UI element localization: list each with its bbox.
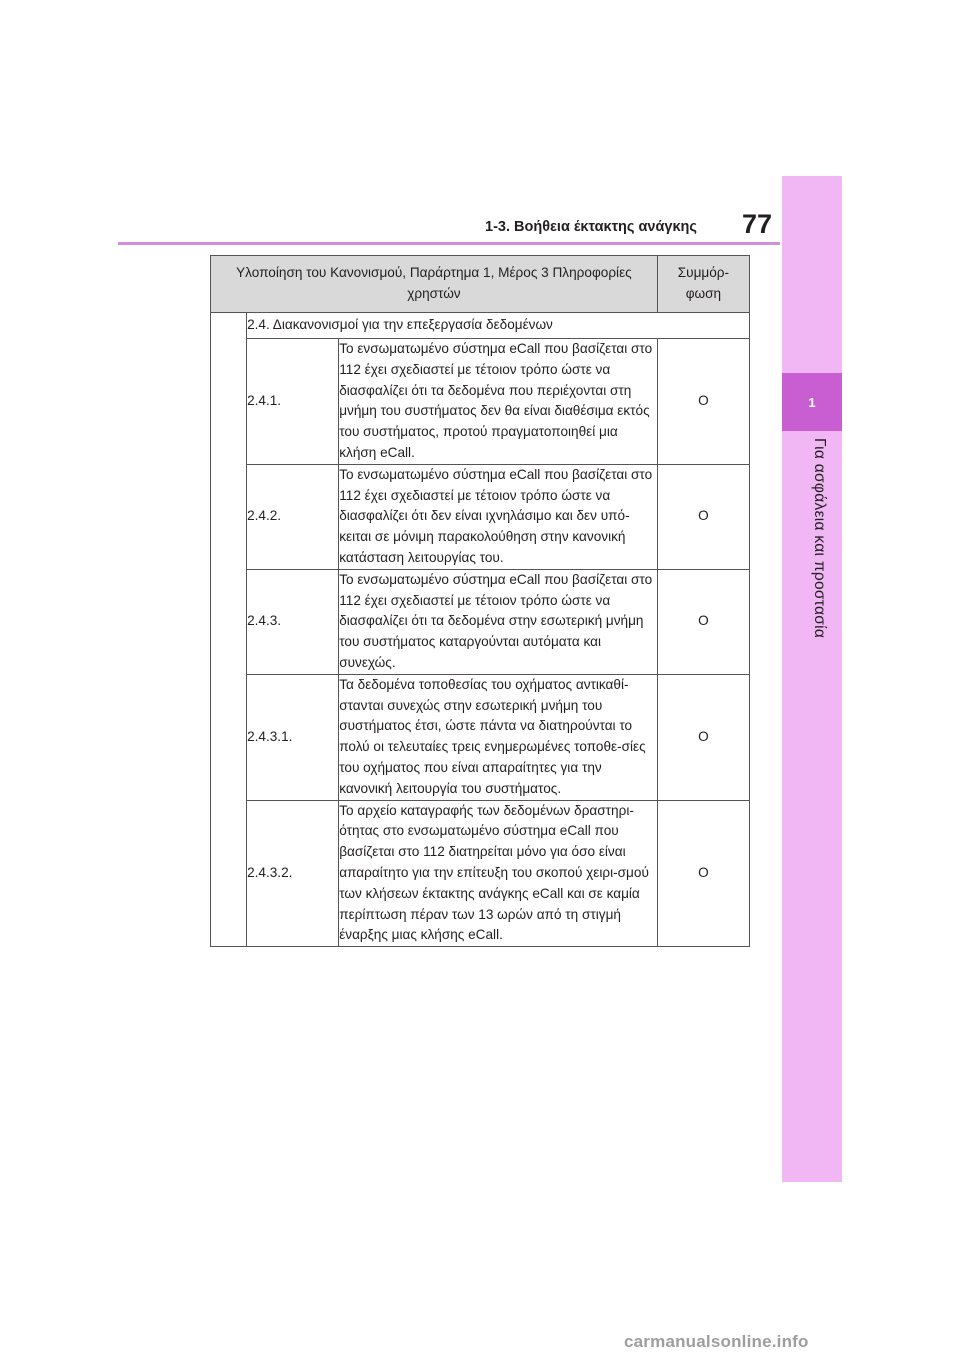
table-row <box>211 569 750 674</box>
row-compliance: O <box>657 339 749 465</box>
table-header-row <box>211 256 750 313</box>
table-row <box>211 464 750 569</box>
row-description: Τα δεδομένα τοποθεσίας του οχήματος αντικαθί-στανται συνεχώς στην εσωτερική μνήμη του συστήματος έτσι, ώστε πάντα να διατηρούνται το πολύ οι τελευταίες τρεις ενημερωμένες τοποθε-σίες του οχήματος που είναι απαραίτητες για την κανονική λειτουργία του συστήματος. <box>339 674 658 800</box>
section-title: 1-3. Βοήθεια έκτακτης ανάγκης <box>485 219 697 235</box>
subheading-cell: 2.4. Διακανονισμοί για την επεξεργασία δεδομένων <box>247 313 750 339</box>
row-code: 2.4.3.2. <box>247 800 339 947</box>
row-code: 2.4.2. <box>247 464 339 569</box>
chapter-side-band <box>782 176 842 1182</box>
site-watermark: carmanualsonline.info <box>624 1332 809 1351</box>
row-code: 2.4.1. <box>247 339 339 465</box>
indent-cell <box>211 313 247 947</box>
row-compliance: O <box>657 674 749 800</box>
row-compliance: O <box>657 800 749 947</box>
table-row <box>211 800 750 947</box>
page-number: 77 <box>742 209 773 239</box>
row-description: Το ενσωματωμένο σύστημα eCall που βασίζεται στο 112 έχει σχεδιαστεί με τέτοιον τρόπο ώστε να διασφαλίζει ότι τα δεδομένα στην εσωτερική μνήμη του συστήματος καταργούνται αυτόματα και συνεχώς. <box>339 569 658 674</box>
row-description: Το ενσωματωμένο σύστημα eCall που βασίζεται στο 112 έχει σχεδιαστεί με τέτοιον τρόπο ώστε να διασφαλίζει ότι τα δεδομένα που περιέχονται στη μνήμη του συστήματος δεν θα είναι διαθέσιμα εκτός του συστήματος, προτού πραγματοποιηθεί μια κλήση eCall. <box>339 339 658 465</box>
table-row <box>211 674 750 800</box>
chapter-tab[interactable] <box>782 373 842 431</box>
row-description: Το αρχείο καταγραφής των δεδομένων δραστηρι-ότητας στο ενσωματωμένο σύστημα eCall που βασίζεται στο 112 διατηρείται μόνο για όσο είναι απαραίτητο για την επίτευξη του σκοπού χειρι-σμού των κλήσεων έκτακτης ανάγκης eCall και σε καμία περίπτωση πέραν των 13 ωρών από τη στιγμή έναρξης μιας κλήσης eCall. <box>339 800 658 947</box>
column-header-compliance: Συμμόρ-φωση <box>657 256 749 313</box>
row-compliance: O <box>657 569 749 674</box>
column-header-implementation: Υλοποίηση του Κανονισμού, Παράρτημα 1, Μέρος 3 Πληροφορίες χρηστών <box>211 256 658 313</box>
chapter-title: Για ασφάλεια και προστασία <box>811 438 828 639</box>
table-row <box>211 339 750 465</box>
row-compliance: O <box>657 464 749 569</box>
row-code: 2.4.3.1. <box>247 674 339 800</box>
subheading-row <box>211 313 750 339</box>
chapter-number: 1 <box>808 394 816 410</box>
row-description: Το ενσωματωμένο σύστημα eCall που βασίζεται στο 112 έχει σχεδιαστεί με τέτοιον τρόπο ώστε να διασφαλίζει ότι δεν είναι ιχνηλάσιμο και δεν υπό-κειται σε μόνιμη παρακολούθηση στην κανονική κατάσταση λειτουργίας του. <box>339 464 658 569</box>
header-divider <box>118 242 780 245</box>
row-code: 2.4.3. <box>247 569 339 674</box>
ecall-data-table <box>210 255 750 947</box>
